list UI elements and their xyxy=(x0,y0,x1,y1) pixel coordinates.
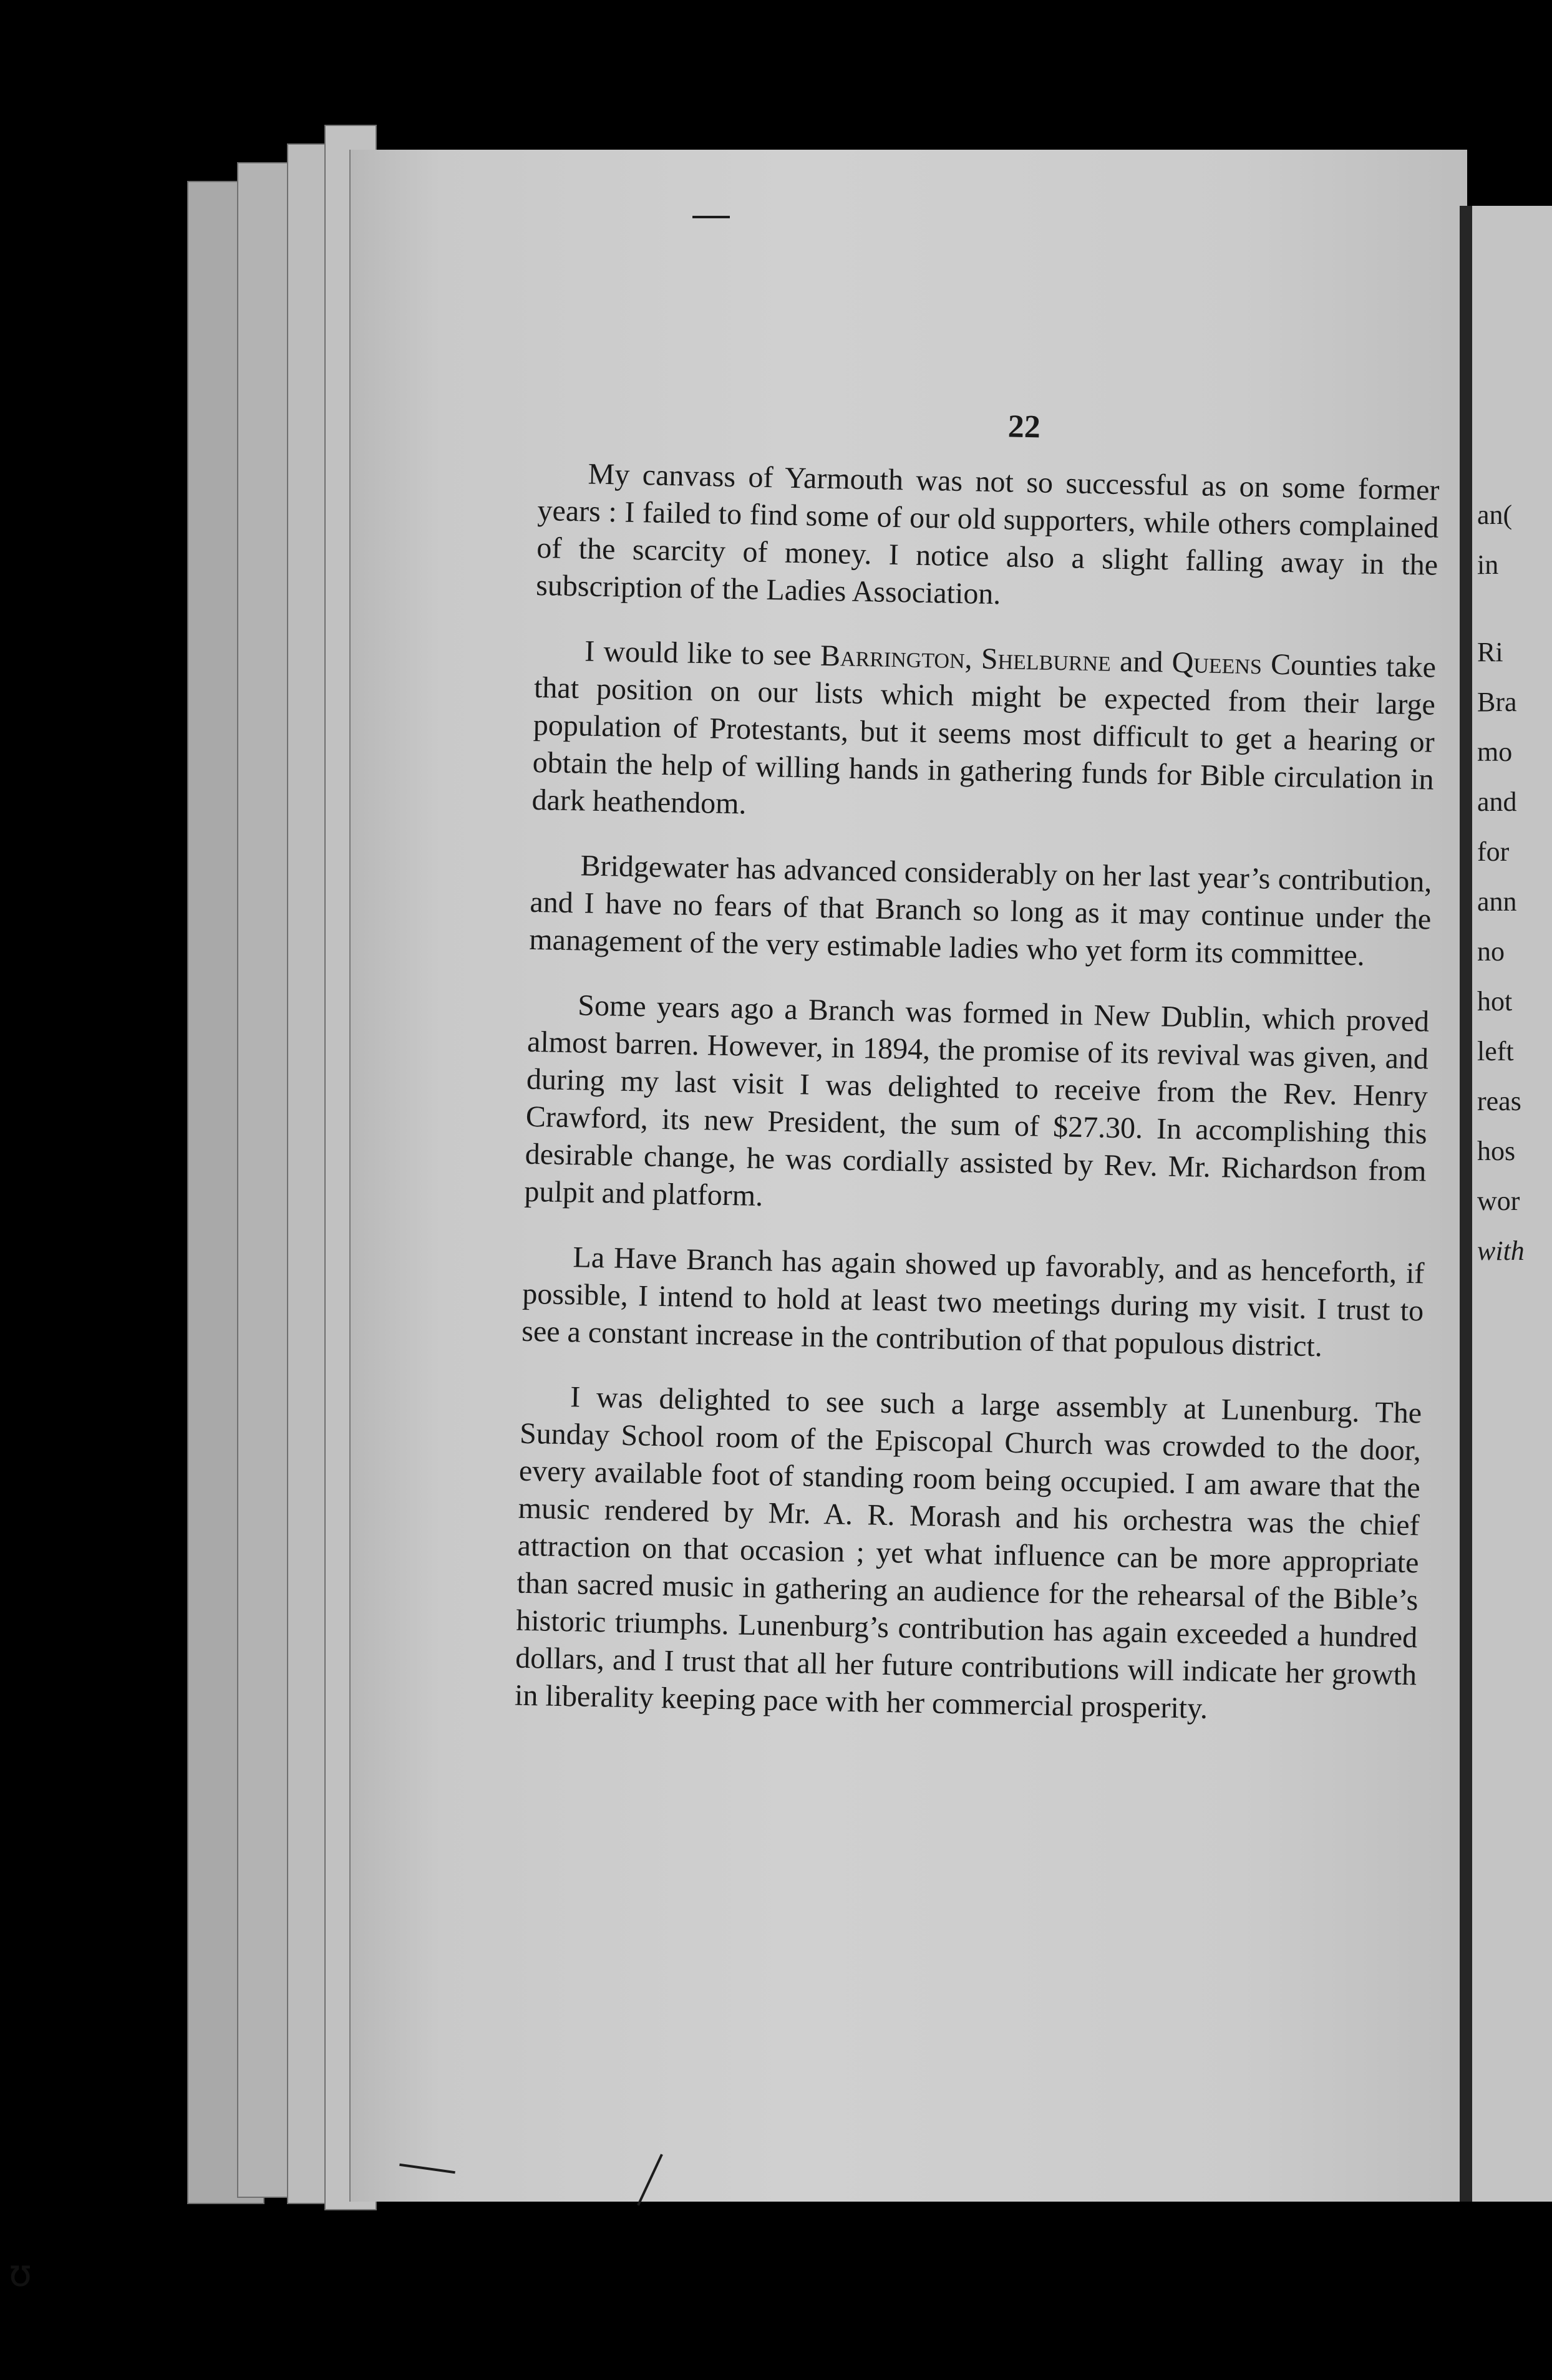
adjacent-page-fragment: no xyxy=(1477,936,1505,967)
paragraph xyxy=(531,632,1436,836)
adjacent-page-fragment: reas xyxy=(1477,1086,1521,1116)
paragraph xyxy=(536,455,1440,622)
scan-mark xyxy=(692,216,730,218)
place-name: Barrington xyxy=(820,639,966,675)
paragraph-text: La Have Branch has again showed up favorably, and as henceforth, if possible, I intend to hold at least two meetings during my visit. I trust to see a constant increase in the contribution of that populous district. xyxy=(521,1241,1425,1363)
paragraph-list xyxy=(515,455,1440,1731)
adjacent-page-fragment: hot xyxy=(1477,986,1513,1017)
paragraph xyxy=(524,986,1430,1228)
place-name: Queens xyxy=(1171,646,1263,681)
adjacent-page-fragment: Bra xyxy=(1477,687,1517,717)
paragraph-text: Counties take that position on our lists which might be expected from their large population of Protestants, but it seems most difficult to get a hearing or obtain the help of willing hands in gathering funds for Bible circulation in dark heathendom. xyxy=(531,647,1437,821)
adjacent-page-fragment: with xyxy=(1477,1236,1525,1266)
paragraph xyxy=(529,846,1432,976)
place-name: Shelburne xyxy=(981,642,1112,678)
page-number: 22 xyxy=(1007,409,1041,445)
paragraph-text: , xyxy=(964,642,982,675)
paragraph xyxy=(521,1238,1425,1368)
paragraph-text: and xyxy=(1110,644,1173,679)
paragraph-text: I would like to see xyxy=(584,634,821,672)
page-gutter xyxy=(1460,206,1472,2202)
adjacent-page-fragment: for xyxy=(1477,836,1510,867)
adjacent-page-fragment: Ri xyxy=(1477,637,1503,667)
adjacent-page-fragment: ann xyxy=(1477,886,1517,917)
paragraph-text: My canvass of Yarmouth was not so successful as on some former years : I failed to find some of our old supporters, while others complained of the scarcity of money. I notice also a slight falling away in the subscription of the Ladies Association. xyxy=(535,457,1440,611)
adjacent-page-fragment: mo xyxy=(1477,737,1513,767)
adjacent-page-fragment: in xyxy=(1477,549,1499,580)
paragraph-text: Some years ago a Branch was formed in New Dublin, which proved almost barren. However, in 1894, the promise of its revival was given, and during my last visit I was delighted to receive from the Rev. Henry Crawford, its new President, the sum of $27.30. In accomplishing this desirable change, he was cordially assisted by Rev. Mr. Richardson from pulpit and platform. xyxy=(524,989,1430,1213)
adjacent-page-fragment: hos xyxy=(1477,1136,1516,1166)
adjacent-page-fragment: wor xyxy=(1477,1186,1520,1216)
paragraph-text: I was delighted to see such a large assembly at Lunenburg. The Sunday School room of the Episcopal Church was crowded to the door, every available foot of standing room being occupied. I am aware that the music rendered by Mr. A. R. Morash and his orchestra was the chief attraction on that occasion ; yet what influence can be more appropriate than sacred music in gathering an audience for the rehearsal of the Bible’s historic triumphs. Lunenburg’s contribution has again exceeded a hundred dollars, and I trust that all her future contributions will indicate her growth in liberality keeping pace with her commercial prosperity. xyxy=(514,1380,1422,1725)
paragraph xyxy=(515,1378,1422,1732)
adjacent-page-fragment: and xyxy=(1477,786,1517,817)
scan-corner-mark: ʊ xyxy=(9,2252,32,2295)
adjacent-page-fragment: an( xyxy=(1477,500,1513,530)
adjacent-page-fragment: left xyxy=(1477,1036,1514,1067)
adjacent-page xyxy=(1472,206,1552,2202)
page-text xyxy=(514,399,1441,1759)
paragraph-text: Bridgewater has advanced considerably on her last year’s contribution, and I have no fears of that Branch so long as it may continue under the management of the very estimable ladies who yet form its committee. xyxy=(528,849,1432,972)
